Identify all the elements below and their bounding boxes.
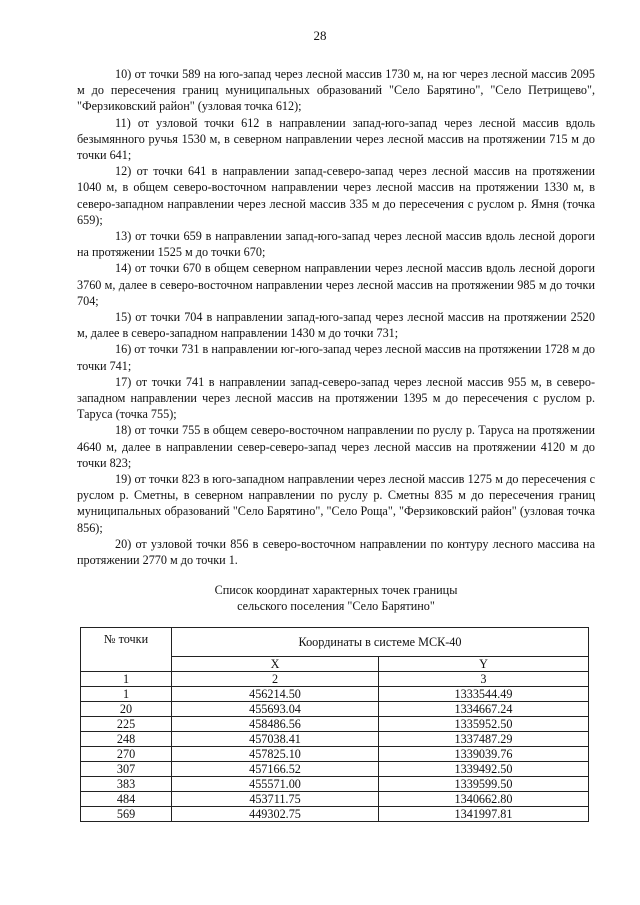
column-number-row [81, 672, 589, 687]
paragraph: 16) от точки 731 в направлении юг-юго-запад через лесной массив на протяжении 1728 м до точки 741; [77, 342, 595, 373]
point-cell: 383 [81, 777, 172, 792]
paragraph: 10) от точки 589 на юго-запад через лесной массив 1730 м, на юг через лесной массив 2095 м до пересечения границ муниципальных образований "Село Барятино", "Село Петрищево", "Ферзиковский район" (узловая точка 612); [77, 67, 595, 114]
x-cell: 457038.41 [172, 732, 379, 747]
column-number: 2 [172, 672, 379, 687]
table-row [81, 762, 589, 777]
point-cell: 307 [81, 762, 172, 777]
coordinates-table [80, 627, 589, 822]
list-title-line1: Список координат характерных точек границы [214, 583, 458, 597]
column-number: 3 [378, 672, 588, 687]
y-cell: 1335952.50 [378, 717, 588, 732]
point-cell: 270 [81, 747, 172, 762]
x-cell: 453711.75 [172, 792, 379, 807]
table-row [81, 807, 589, 822]
coordinates-list-title [77, 582, 595, 614]
header-coordinate-system: Координаты в системе МСК-40 [172, 628, 589, 657]
x-cell: 457825.10 [172, 747, 379, 762]
paragraph: 14) от точки 670 в общем северном направлении через лесной массив вдоль лесной дороги 3760 м, далее в северо-восточном направлении через лесной массив на протяжении 985 м до точки 704; [77, 261, 595, 308]
table-row [81, 747, 589, 762]
y-cell: 1339039.76 [378, 747, 588, 762]
table-row [81, 717, 589, 732]
point-cell: 248 [81, 732, 172, 747]
y-cell: 1337487.29 [378, 732, 588, 747]
y-cell: 1340662.80 [378, 792, 588, 807]
point-cell: 484 [81, 792, 172, 807]
table-row [81, 777, 589, 792]
paragraph: 11) от узловой точки 612 в направлении запад-юго-запад через лесной массив вдоль безымянного ручья 1530 м, в северном направлении через лесной массив на протяжении 715 м до точки 641; [77, 115, 595, 163]
paragraph: 20) от узловой точки 856 в северо-восточном направлении по контуру лесного массива на протяжении 2770 м до точки 1. [77, 536, 595, 568]
y-cell: 1333544.49 [378, 687, 588, 702]
point-cell: 1 [81, 687, 172, 702]
y-cell: 1341997.81 [378, 807, 588, 822]
paragraph: 18) от точки 755 в общем северо-восточном направлении по руслу р. Таруса на протяжении 4640 м, далее в направлении север-северо-запад через лесной массив на протяжении 4120 м до точки 823; [77, 423, 595, 470]
boundary-description [77, 66, 595, 568]
table-row [81, 687, 589, 702]
x-cell: 456214.50 [172, 687, 379, 702]
point-cell: 569 [81, 807, 172, 822]
point-cell: 225 [81, 717, 172, 732]
list-title-line2: сельского поселения "Село Барятино" [237, 599, 435, 614]
column-number: 1 [81, 672, 172, 687]
y-cell: 1339599.50 [378, 777, 588, 792]
header-y: Y [378, 657, 588, 672]
x-cell: 449302.75 [172, 807, 379, 822]
y-cell: 1339492.50 [378, 762, 588, 777]
page-number: 28 [313, 28, 327, 43]
x-cell: 455571.00 [172, 777, 379, 792]
y-cell: 1334667.24 [378, 702, 588, 717]
paragraph: 17) от точки 741 в направлении запад-северо-запад через лесной массив 955 м, в северо-западном направлении через лесной массив на протяжении 1395 м до пересечения с руслом р. Таруса (точка 755); [77, 374, 595, 422]
table-row [81, 702, 589, 717]
table-row [81, 732, 589, 747]
paragraph: 12) от точки 641 в направлении запад-северо-запад через лесной массив на протяжении 1040 м, в общем северо-восточном направлении через лесной массив на протяжении 1330 м, в северо-западном направлении через лесной массив 335 м до пересечения с руслом р. Ямня (точка 659); [77, 164, 595, 227]
x-cell: 457166.52 [172, 762, 379, 777]
paragraph: 19) от точки 823 в юго-западном направлении через лесной массив 1275 м до пересечения с руслом р. Сметны, в северном направлении по руслу р. Сметны 835 м до пересечения границ муниципальных образований "Село Барятино", "Село Роща", "Ферзиковский район" (узловая точка 856); [77, 472, 595, 535]
x-cell: 455693.04 [172, 702, 379, 717]
paragraph: 13) от точки 659 в направлении запад-юго-запад через лесной массив вдоль лесной дороги на протяжении 1525 м до точки 670; [77, 229, 595, 260]
header-x: X [172, 657, 379, 672]
table-row [81, 792, 589, 807]
header-point-number: № точки [81, 628, 172, 672]
x-cell: 458486.56 [172, 717, 379, 732]
point-cell: 20 [81, 702, 172, 717]
paragraph: 15) от точки 704 в направлении запад-юго-запад через лесной массив на протяжении 2520 м, далее в северо-западном направлении 1430 м до точки 731; [77, 310, 595, 341]
